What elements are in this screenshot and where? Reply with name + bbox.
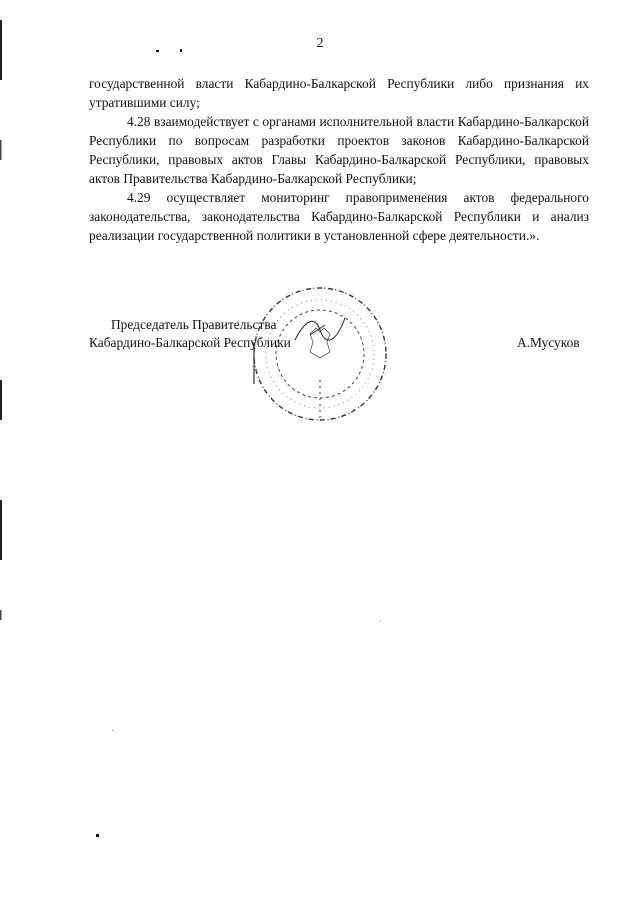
scan-speck [96, 834, 99, 837]
signatory-position-line-2: Кабардино-Балкарской Республики [89, 335, 291, 350]
signatory-name: А.Мусуков [517, 335, 580, 350]
scan-speck [112, 730, 113, 731]
scan-speck [180, 49, 182, 52]
scan-speck [156, 50, 159, 52]
body-text [89, 74, 589, 245]
signatory-position [89, 316, 291, 352]
official-seal [250, 284, 390, 424]
page-number: 2 [316, 36, 324, 51]
paragraph-item-4-29: 4.29 осуществляет мониторинг правоприменения актов федерального законодательства, законодательства Кабардино-Балкарской Республики и анализ реализации государственной политики в установленной сфере деятельности.». [89, 190, 589, 243]
handwritten-signature [290, 310, 350, 350]
signatory-position-line-1: Председатель Правительства [111, 317, 277, 332]
paragraph-continuation: государственной власти Кабардино-Балкарской Республики либо признания их утратившими силу; [89, 76, 589, 110]
paragraph-item-4-28: 4.28 взаимодействует с органами исполнительной власти Кабардино-Балкарской Республики по вопросам разработки проектов законов Кабардино-Балкарской Республики, правовых актов Главы Кабардино-Балкарской Республики, правовых актов Правительства Кабардино-Балкарской Республики; [89, 114, 589, 186]
margin-scan-marks [0, 0, 4, 905]
scan-speck [380, 620, 381, 621]
